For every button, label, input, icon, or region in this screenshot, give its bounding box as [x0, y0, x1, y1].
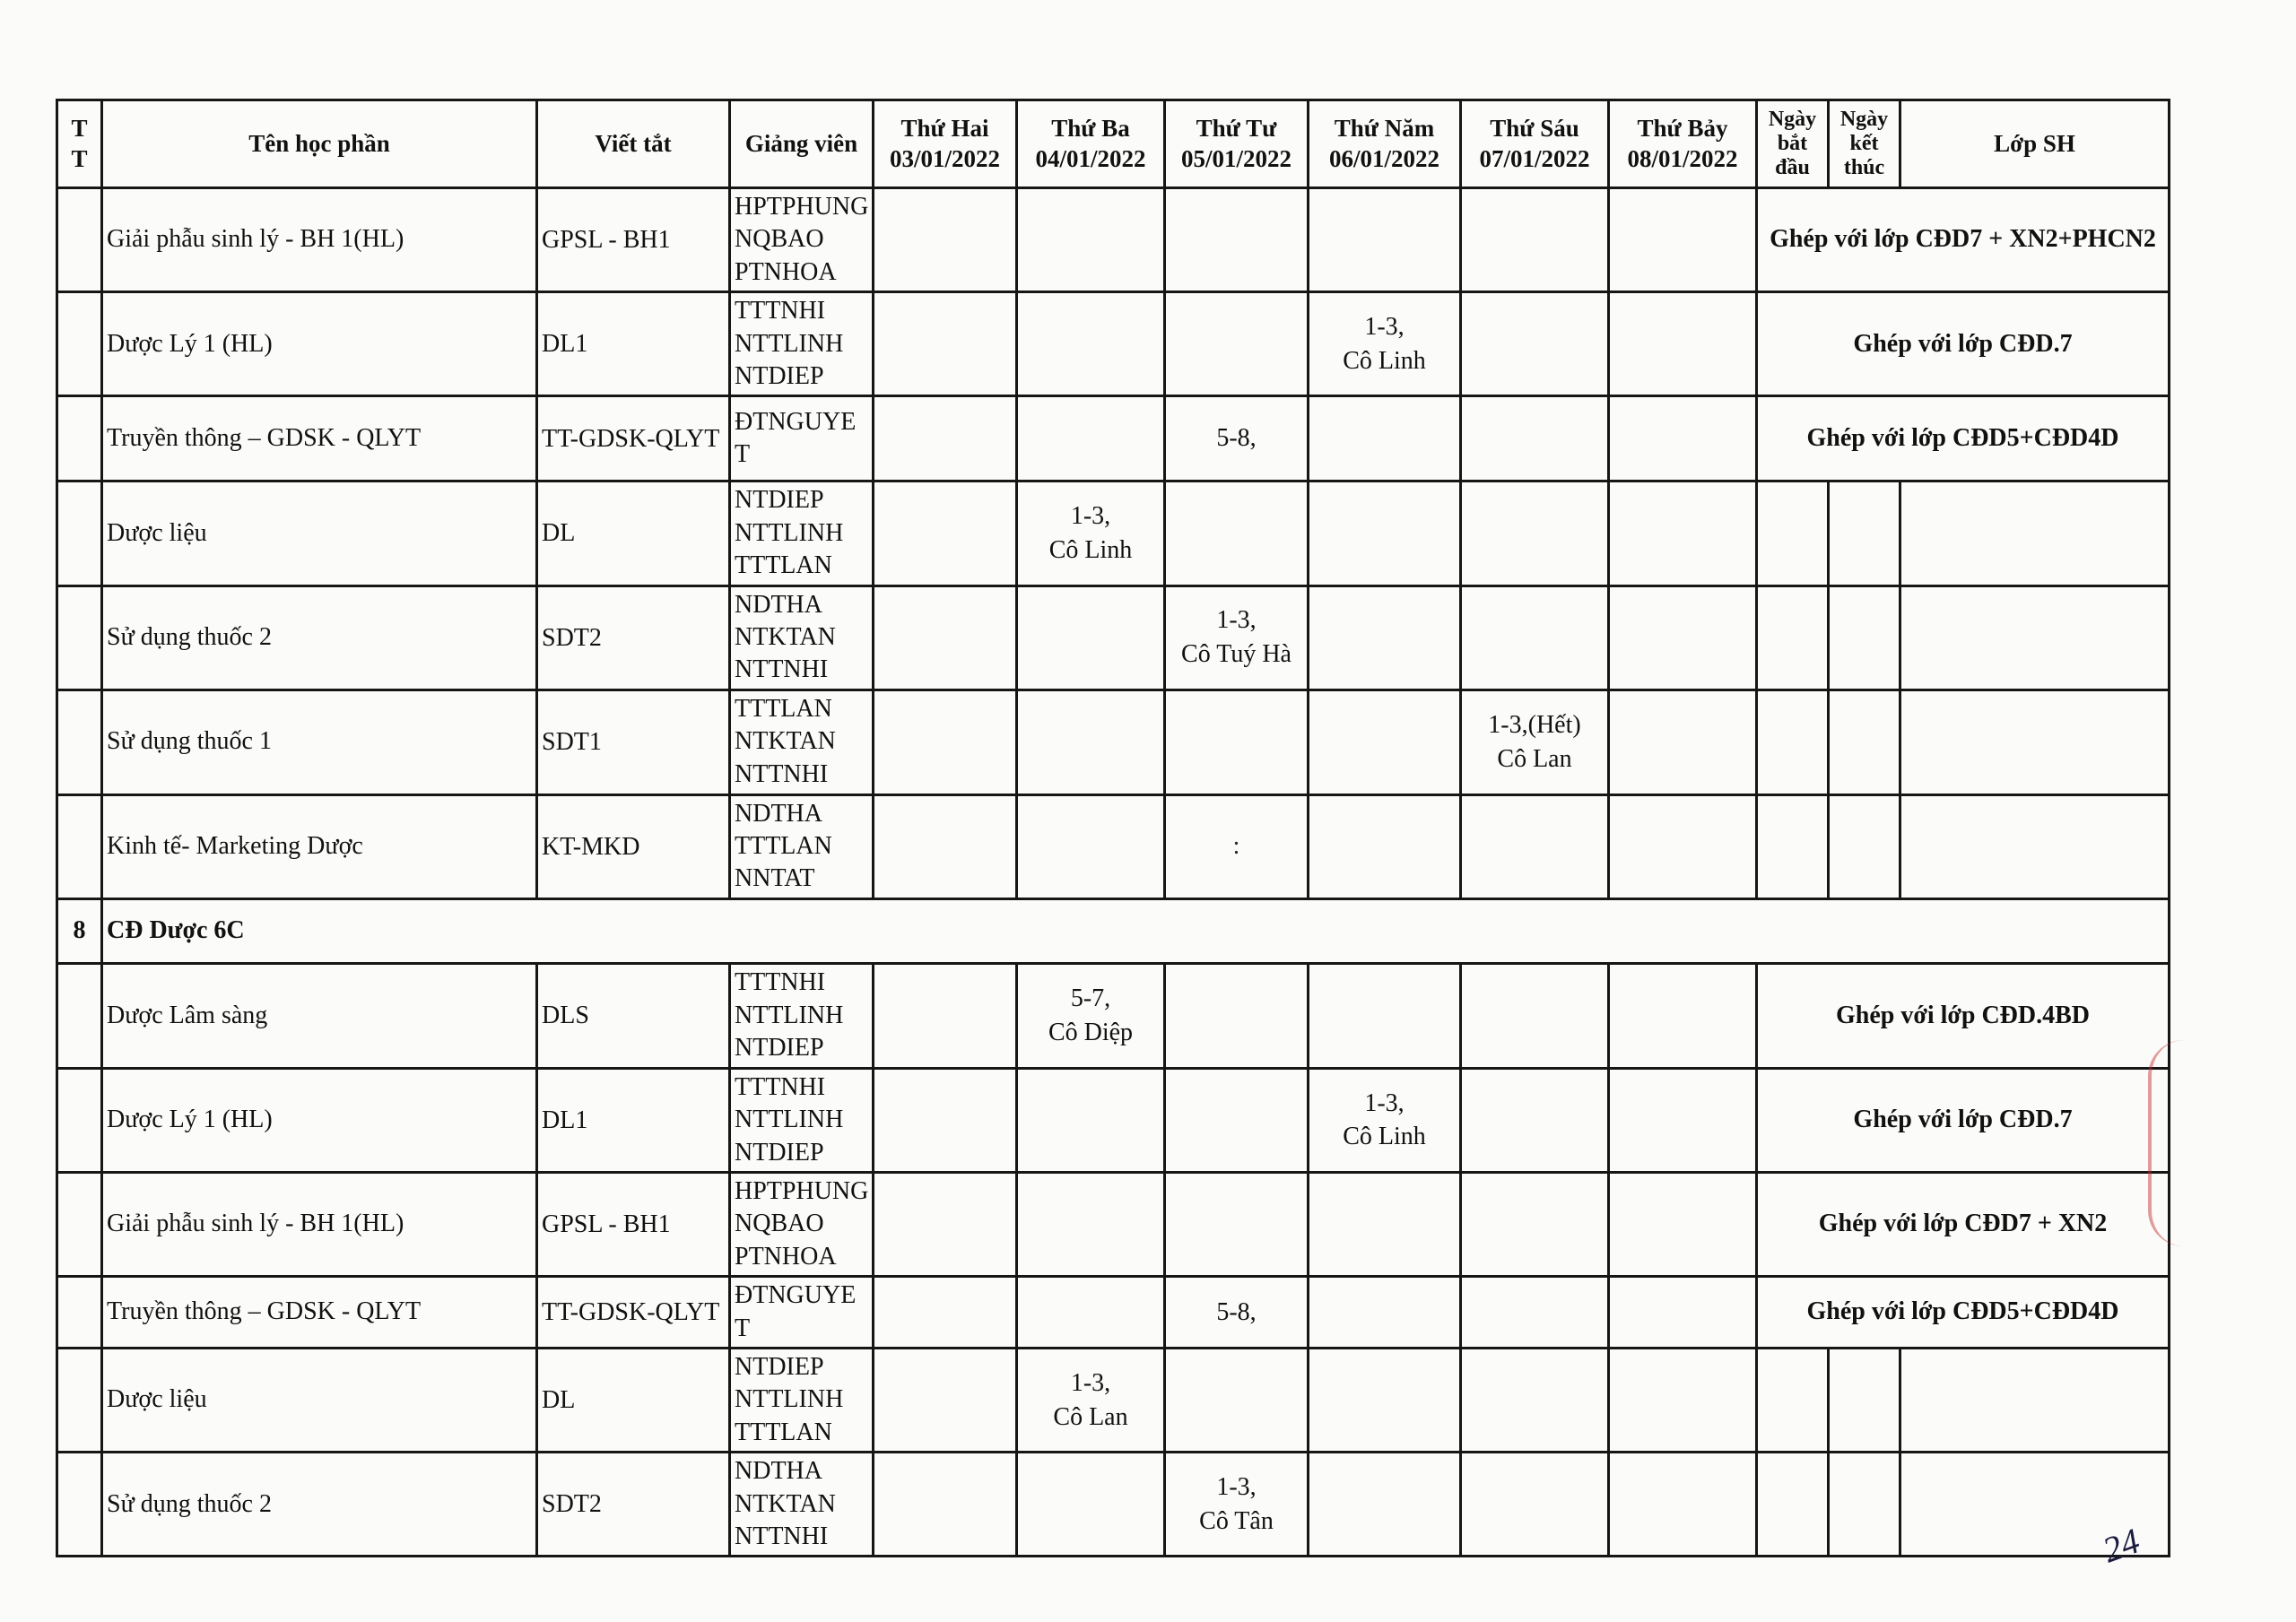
header-start-date: Ngày bắt đầu [1757, 100, 1829, 188]
lecturer-code: NTKTAN [735, 1489, 836, 1518]
day-slot-cell [874, 188, 1017, 292]
lecturer-code: HPTPHUNG [735, 1177, 869, 1206]
course-rows-section-1 [57, 188, 2170, 899]
lecturer-list [730, 1277, 874, 1349]
start-date-cell [1757, 585, 1829, 690]
course-name: Truyền thông – GDSK - QLYT [102, 396, 537, 481]
lecturer-code: TTTNHI [735, 968, 826, 997]
day-slot-cell [874, 794, 1017, 898]
day-slot-cell [1309, 396, 1461, 481]
slot-text: 5-8, [1216, 424, 1257, 453]
lecturer-list [730, 690, 874, 794]
class-note: Ghép với lớp CĐD5+CĐD4D [1757, 396, 2170, 481]
lecturer-code: NQBAO [735, 1210, 824, 1238]
day-slot-cell [1017, 1348, 1165, 1452]
lecturer-list [730, 1173, 874, 1277]
class-note: Ghép với lớp CĐD.7 [1757, 1068, 2170, 1172]
lecturer-code: TTTLAN [735, 695, 832, 724]
day-slot-cell [1309, 1068, 1461, 1172]
day-slot-cell [1461, 1277, 1609, 1349]
day-slot-cell [1309, 794, 1461, 898]
day-slot-cell [1165, 292, 1309, 396]
row-number-cell [57, 1348, 102, 1452]
day-slot-cell [874, 963, 1017, 1068]
lecturer-list [730, 963, 874, 1068]
day-slot-cell [1165, 1277, 1309, 1349]
course-abbreviation: TT-GDSK-QLYT [537, 396, 730, 481]
course-row [57, 188, 2170, 292]
day-slot-cell [1461, 1453, 1609, 1557]
row-number-cell [57, 585, 102, 690]
course-abbreviation: SDT1 [537, 690, 730, 794]
course-abbreviation: KT-MKD [537, 794, 730, 898]
course-row [57, 794, 2170, 898]
course-row [57, 585, 2170, 690]
header-day: Thứ Ba 04/01/2022 [1017, 100, 1165, 188]
course-name: Truyền thông – GDSK - QLYT [102, 1277, 537, 1349]
course-abbreviation: SDT2 [537, 585, 730, 690]
day-slot-cell [874, 690, 1017, 794]
lecturer-code: NDTHA [735, 799, 822, 828]
group-name: CĐ Dược 6C [102, 898, 2170, 963]
day-slot-cell [1609, 794, 1757, 898]
slot-text: : [1232, 832, 1240, 861]
header-day: Thứ Sáu 07/01/2022 [1461, 100, 1609, 188]
slot-text: Cô Linh [1343, 346, 1426, 375]
end-date-cell [1829, 690, 1900, 794]
day-slot-cell [1309, 1277, 1461, 1349]
day-slot-cell [1461, 1173, 1609, 1277]
slot-text: Cô Lan [1053, 1402, 1128, 1431]
lecturer-code: T [735, 440, 751, 469]
course-row [57, 396, 2170, 481]
course-abbreviation: GPSL - BH1 [537, 188, 730, 292]
lecturer-code: NTTNHI [735, 1522, 829, 1550]
header-course-name: Tên học phần [102, 100, 537, 188]
header-lecturer: Giảng viên [730, 100, 874, 188]
group-section [57, 898, 2170, 963]
lecturer-code: NTTLINH [735, 329, 844, 358]
row-number-cell [57, 481, 102, 585]
day-slot-cell [1165, 1173, 1309, 1277]
group-number: 8 [57, 898, 102, 963]
course-name: Sử dụng thuốc 2 [102, 585, 537, 690]
class-cell [1900, 481, 2170, 585]
lecturer-code: NTDIEP [735, 1352, 824, 1381]
class-note: Ghép với lớp CĐD.7 [1757, 292, 2170, 396]
end-date-cell [1829, 794, 1900, 898]
day-slot-cell [1017, 1173, 1165, 1277]
header-day: Thứ Năm 06/01/2022 [1309, 100, 1461, 188]
lecturer-code: TTTLAN [735, 832, 832, 861]
start-date-cell [1757, 794, 1829, 898]
day-slot-cell [874, 1068, 1017, 1172]
end-date-cell [1829, 481, 1900, 585]
lecturer-code: NTTLINH [735, 1001, 844, 1029]
day-slot-cell [1017, 292, 1165, 396]
day-slot-cell [1309, 481, 1461, 585]
end-date-cell [1829, 1453, 1900, 1557]
day-slot-cell [1165, 188, 1309, 292]
lecturer-code: NTTLINH [735, 518, 844, 547]
lecturer-code: TTTLAN [735, 551, 832, 580]
day-slot-cell [1461, 963, 1609, 1068]
day-slot-cell [1609, 963, 1757, 1068]
course-abbreviation: DL1 [537, 292, 730, 396]
day-slot-cell [1165, 690, 1309, 794]
day-slot-cell [1309, 963, 1461, 1068]
schedule-sheet [56, 99, 2168, 1557]
course-name: Dược liệu [102, 481, 537, 585]
day-slot-cell [1609, 585, 1757, 690]
day-slot-cell [874, 481, 1017, 585]
class-note: Ghép với lớp CĐD5+CĐD4D [1757, 1277, 2170, 1349]
slot-text: Cô Linh [1048, 535, 1133, 564]
day-slot-cell [1017, 1453, 1165, 1557]
class-cell [1900, 794, 2170, 898]
lecturer-code: NTKTAN [735, 727, 836, 756]
row-number-cell [57, 690, 102, 794]
start-date-cell [1757, 1453, 1829, 1557]
day-slot-cell [1461, 585, 1609, 690]
day-slot-cell [1609, 1277, 1757, 1349]
day-slot-cell [1309, 690, 1461, 794]
header-class: Lớp SH [1900, 100, 2170, 188]
day-slot-cell [874, 1277, 1017, 1349]
lecturer-code: NTDIEP [735, 1034, 824, 1063]
course-row [57, 1453, 2170, 1557]
day-slot-cell [1017, 1277, 1165, 1349]
day-slot-cell [1609, 690, 1757, 794]
course-abbreviation: GPSL - BH1 [537, 1173, 730, 1277]
day-slot-cell [1309, 188, 1461, 292]
end-date-cell [1829, 1348, 1900, 1452]
day-slot-cell [1461, 1068, 1609, 1172]
lecturer-code: ĐTNGUYE [735, 407, 857, 436]
lecturer-list [730, 292, 874, 396]
lecturer-code: NDTHA [735, 1457, 822, 1486]
schedule-table [56, 99, 2170, 1557]
slot-text: 5-7, [1070, 984, 1111, 1013]
header-day: Thứ Bảy 08/01/2022 [1609, 100, 1757, 188]
day-slot-cell [1609, 1068, 1757, 1172]
day-slot-cell [874, 1348, 1017, 1452]
lecturer-list [730, 794, 874, 898]
lecturer-list [730, 1453, 874, 1557]
lecturer-list [730, 188, 874, 292]
end-date-cell [1829, 585, 1900, 690]
lecturer-list [730, 585, 874, 690]
day-slot-cell [1609, 292, 1757, 396]
day-slot-cell [1309, 585, 1461, 690]
course-rows-section-2 [57, 963, 2170, 1556]
course-row [57, 963, 2170, 1068]
slot-text: Cô Lan [1497, 744, 1572, 773]
day-slot-cell [1017, 794, 1165, 898]
lecturer-code: NQBAO [735, 225, 824, 254]
course-abbreviation: DL1 [537, 1068, 730, 1172]
day-slot-cell [1165, 1348, 1309, 1452]
day-slot-cell [1017, 188, 1165, 292]
row-number-cell [57, 396, 102, 481]
header-day: Thứ Tư 05/01/2022 [1165, 100, 1309, 188]
day-slot-cell [1461, 188, 1609, 292]
day-slot-cell [1609, 481, 1757, 585]
course-row [57, 690, 2170, 794]
class-note: Ghép với lớp CĐD7 + XN2 [1757, 1173, 2170, 1277]
day-slot-cell [874, 1453, 1017, 1557]
day-slot-cell [1165, 585, 1309, 690]
row-number-cell [57, 963, 102, 1068]
day-slot-cell [874, 585, 1017, 690]
day-slot-cell [1017, 1068, 1165, 1172]
course-name: Dược Lý 1 (HL) [102, 292, 537, 396]
lecturer-code: T [735, 1314, 751, 1342]
course-name: Giải phẫu sinh lý - BH 1(HL) [102, 188, 537, 292]
day-slot-cell [1461, 396, 1609, 481]
day-slot-cell [1165, 396, 1309, 481]
day-slot-cell [1309, 292, 1461, 396]
day-slot-cell [1165, 1068, 1309, 1172]
slot-text: 1-3, [1070, 502, 1111, 531]
lecturer-code: NTTLINH [735, 1106, 844, 1134]
class-cell [1900, 585, 2170, 690]
row-number-cell [57, 188, 102, 292]
course-abbreviation: DL [537, 1348, 730, 1452]
day-slot-cell [1017, 585, 1165, 690]
lecturer-code: ĐTNGUYE [735, 1281, 857, 1310]
course-name: Dược Lâm sàng [102, 963, 537, 1068]
day-slot-cell [1165, 963, 1309, 1068]
day-slot-cell [1609, 1348, 1757, 1452]
lecturer-code: HPTPHUNG [735, 193, 869, 221]
lecturer-code: TTTNHI [735, 297, 826, 325]
slot-text: Cô Diệp [1048, 1018, 1134, 1046]
lecturer-list [730, 481, 874, 585]
course-name: Dược Lý 1 (HL) [102, 1068, 537, 1172]
lecturer-code: NTTLINH [735, 1385, 844, 1414]
lecturer-code: NDTHA [735, 590, 822, 619]
day-slot-cell [1461, 1348, 1609, 1452]
lecturer-code: TTTNHI [735, 1072, 826, 1101]
day-slot-cell [1609, 1173, 1757, 1277]
row-number-cell [57, 292, 102, 396]
lecturer-code: TTTLAN [735, 1418, 832, 1446]
class-note: Ghép với lớp CĐD.4BD [1757, 963, 2170, 1068]
course-row [57, 1348, 2170, 1452]
course-abbreviation: SDT2 [537, 1453, 730, 1557]
class-cell [1900, 690, 2170, 794]
lecturer-code: NTDIEP [735, 361, 824, 390]
day-slot-cell [1609, 188, 1757, 292]
course-row [57, 1277, 2170, 1349]
slot-text: 5-8, [1216, 1297, 1257, 1326]
start-date-cell [1757, 690, 1829, 794]
day-slot-cell [1017, 481, 1165, 585]
course-row [57, 1173, 2170, 1277]
class-note: Ghép với lớp CĐD7 + XN2+PHCN2 [1757, 188, 2170, 292]
red-stamp-mark [2148, 1040, 2205, 1246]
lecturer-code: NTKTAN [735, 622, 836, 651]
day-slot-cell [1017, 396, 1165, 481]
row-number-cell [57, 1277, 102, 1349]
course-abbreviation: DL [537, 481, 730, 585]
course-name: Dược liệu [102, 1348, 537, 1452]
slot-text: 1-3, [1070, 1368, 1111, 1397]
slot-text: 1-3, [1216, 606, 1257, 635]
day-slot-cell [874, 1173, 1017, 1277]
day-slot-cell [1461, 794, 1609, 898]
day-slot-cell [1461, 690, 1609, 794]
course-row [57, 1068, 2170, 1172]
handwritten-page-number: 24 [2097, 1520, 2145, 1571]
row-number-cell [57, 794, 102, 898]
header-day: Thứ Hai 03/01/2022 [874, 100, 1017, 188]
course-abbreviation: TT-GDSK-QLYT [537, 1277, 730, 1349]
lecturer-code: NTTNHI [735, 655, 829, 684]
lecturer-code: NNTAT [735, 864, 815, 893]
slot-text: Cô Linh [1343, 1123, 1426, 1151]
lecturer-code: NTDIEP [735, 486, 824, 515]
lecturer-code: PTNHOA [735, 257, 837, 286]
day-slot-cell [1309, 1173, 1461, 1277]
day-slot-cell [874, 396, 1017, 481]
day-slot-cell [1017, 690, 1165, 794]
header-abbreviation: Viết tắt [537, 100, 730, 188]
day-slot-cell [1609, 1453, 1757, 1557]
day-slot-cell [1165, 794, 1309, 898]
slot-text: 1-3, [1364, 312, 1405, 341]
start-date-cell [1757, 1348, 1829, 1452]
slot-text: 1-3, [1216, 1472, 1257, 1501]
class-cell [1900, 1348, 2170, 1452]
header-tt: T T [57, 100, 102, 188]
slot-text: Cô Tuý Hà [1181, 640, 1292, 669]
lecturer-list [730, 1068, 874, 1172]
course-row [57, 481, 2170, 585]
lecturer-list [730, 396, 874, 481]
day-slot-cell [1017, 963, 1165, 1068]
start-date-cell [1757, 481, 1829, 585]
row-number-cell [57, 1173, 102, 1277]
day-slot-cell [1309, 1453, 1461, 1557]
day-slot-cell [874, 292, 1017, 396]
course-row [57, 292, 2170, 396]
slot-text: 1-3, [1364, 1089, 1405, 1117]
group-row [57, 898, 2170, 963]
day-slot-cell [1461, 481, 1609, 585]
course-name: Kinh tế- Marketing Dược [102, 794, 537, 898]
day-slot-cell [1165, 1453, 1309, 1557]
course-abbreviation: DLS [537, 963, 730, 1068]
lecturer-code: NTDIEP [735, 1138, 824, 1167]
day-slot-cell [1609, 396, 1757, 481]
lecturer-code: PTNHOA [735, 1242, 837, 1271]
row-number-cell [57, 1068, 102, 1172]
course-name: Sử dụng thuốc 1 [102, 690, 537, 794]
day-slot-cell [1461, 292, 1609, 396]
course-name: Sử dụng thuốc 2 [102, 1453, 537, 1557]
day-slot-cell [1309, 1348, 1461, 1452]
slot-text: 1-3,(Hết) [1488, 710, 1581, 739]
day-slot-cell [1165, 481, 1309, 585]
lecturer-code: NTTNHI [735, 759, 829, 788]
course-name: Giải phẫu sinh lý - BH 1(HL) [102, 1173, 537, 1277]
lecturer-list [730, 1348, 874, 1452]
row-number-cell [57, 1453, 102, 1557]
slot-text: Cô Tân [1199, 1506, 1274, 1535]
header-end-date: Ngày kết thúc [1829, 100, 1900, 188]
